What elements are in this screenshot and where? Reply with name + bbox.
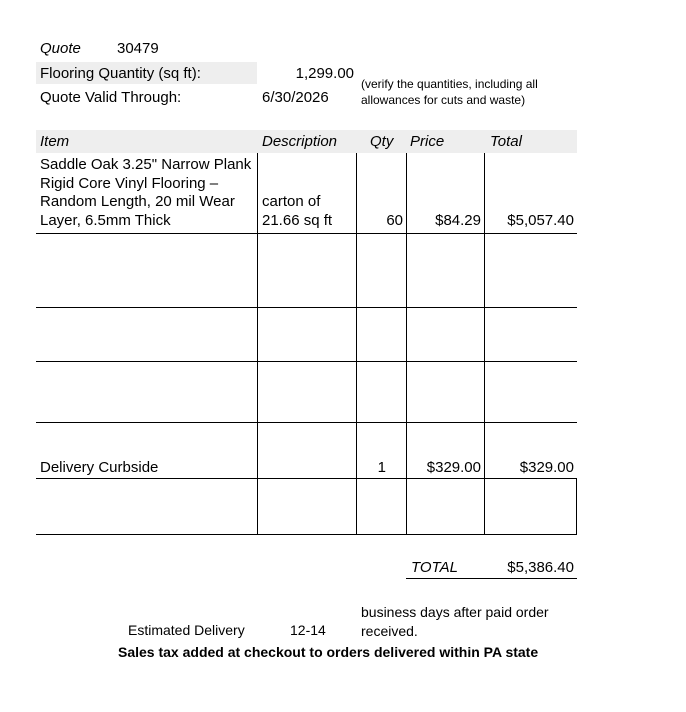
flooring-quantity-value: 1,299.00	[295, 65, 354, 82]
table-row-total: $5,057.40	[507, 212, 574, 229]
grand-total-value: $5,386.40	[507, 559, 574, 576]
table-row-divider	[36, 534, 577, 535]
grand-total-underline	[406, 578, 577, 579]
valid-through-label: Quote Valid Through:	[40, 89, 182, 106]
table-row-divider	[36, 361, 577, 362]
estimated-delivery-days: 12-14	[290, 622, 326, 638]
table-row-total: $329.00	[519, 459, 574, 476]
table-row-divider	[36, 233, 577, 234]
column-divider	[356, 153, 357, 535]
column-header-description: Description	[262, 133, 338, 150]
column-divider	[257, 153, 258, 535]
table-row-divider	[36, 422, 577, 423]
estimated-delivery-note: business days after paid order received.	[361, 604, 549, 639]
table-right-border	[576, 478, 577, 535]
table-row-price: $84.29	[435, 212, 481, 229]
table-row-item: Saddle Oak 3.25" Narrow Plank Rigid Core Vinyl Flooring – Random Length, 20 mil Wear Layer, 6.5mm Thick	[40, 156, 252, 229]
estimated-delivery-label: Estimated Delivery	[128, 622, 245, 638]
table-row-description: carton of 21.66 sq ft	[262, 193, 333, 229]
table-row-qty: 60	[386, 212, 403, 229]
table-row-divider	[36, 307, 577, 308]
column-header-price: Price	[410, 133, 445, 150]
column-divider	[406, 153, 407, 535]
table-row-price: $329.00	[426, 459, 481, 476]
quote-number: 30479	[117, 40, 159, 57]
table-row-qty: 1	[377, 459, 386, 476]
column-divider	[484, 153, 485, 535]
quote-label: Quote	[40, 40, 81, 57]
column-header-item: Item	[40, 133, 70, 150]
verify-quantities-note: (verify the quantities, including all allowances for cuts and waste)	[361, 77, 538, 107]
grand-total-label: TOTAL	[411, 559, 458, 576]
valid-through-value: 6/30/2026	[262, 89, 329, 106]
column-header-total: Total	[490, 133, 522, 150]
flooring-quantity-label: Flooring Quantity (sq ft):	[40, 65, 201, 82]
table-row-item: Delivery Curbside	[40, 459, 159, 476]
table-row-divider	[36, 478, 577, 479]
sales-tax-note: Sales tax added at checkout to orders delivered within PA state	[118, 644, 539, 660]
column-header-qty: Qty	[370, 133, 394, 150]
